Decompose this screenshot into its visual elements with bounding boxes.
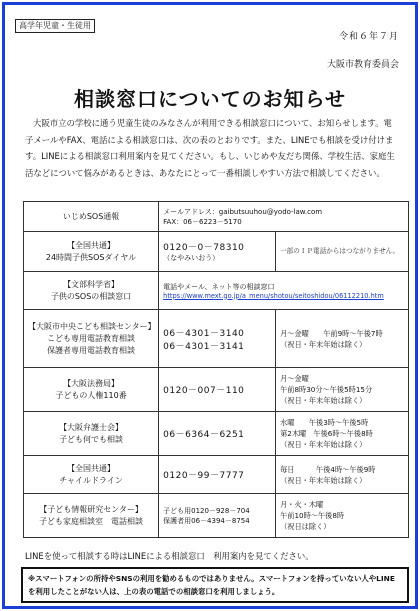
contact-line: 電話やメール、ネット等の相談窓口 <box>163 282 275 291</box>
service-hours <box>276 368 409 412</box>
contact-line: 0120－99－7777 <box>163 471 245 481</box>
hours-line: 水曜 午後3時～午後5時 <box>280 418 369 427</box>
contact-info <box>159 368 276 412</box>
service-name-line: 子ども家庭相談室 電話相談 <box>39 516 144 526</box>
service-name-line: いじめSOS通報 <box>62 211 120 221</box>
service-hours <box>276 232 409 272</box>
hours-line: 一部のＩＰ電話からはつながりません。 <box>280 247 400 255</box>
contact-line: メールアドレス：gaibutsuuhou@yodo-law.com <box>163 207 323 216</box>
contacts-table <box>23 201 409 538</box>
contact-info <box>159 494 276 538</box>
contact-line: 06－4301－3141 <box>163 341 245 352</box>
hours-line: 午前10時～午後8時 <box>280 511 345 520</box>
line-note: LINEを使って相談する時はLINEによる相談窓口 利用案内を見てください。 <box>25 551 314 561</box>
service-name-line: 【大阪法務局】 <box>63 378 120 388</box>
service-name <box>24 412 159 456</box>
service-name <box>24 368 159 412</box>
hours-line: （祝日・年末年始は除く） <box>280 339 367 349</box>
service-name-line: 子供のSOSの相談窓口 <box>50 291 132 301</box>
hours-line: （祝日・年末年始は除く） <box>280 475 367 485</box>
contact-info <box>159 456 276 494</box>
hours-line: 毎日 午後4時～午後9時 <box>280 464 376 474</box>
contact-info <box>159 310 276 368</box>
contact-line: 0120－007－110 <box>163 386 245 396</box>
contact-line: 子ども用0120－928－704 <box>163 506 250 515</box>
contact-info <box>159 412 276 456</box>
service-name-line: 子ども何でも相談 <box>59 434 124 444</box>
hours-line: 午前8時30分～午後5時15分 <box>280 385 373 394</box>
service-hours <box>276 494 409 538</box>
contact-info <box>159 202 409 232</box>
service-name-line: チャイルドライン <box>59 475 123 485</box>
service-name <box>24 494 159 538</box>
table-row <box>24 368 409 412</box>
service-name-line: 子どもの人権110番 <box>55 390 127 400</box>
service-name-line: 24時間子供SOSダイヤル <box>45 252 137 262</box>
hours-line: 月～金曜 午前9時～午後7時 <box>280 328 383 338</box>
contact-line: 06－4301－3140 <box>163 328 245 339</box>
hours-line: （祝日・年末年始は除く） <box>280 440 367 449</box>
hours-line: 月・火・木曜 <box>280 500 324 509</box>
page-title: 相談窓口についてのお知らせ <box>74 87 346 111</box>
table-row <box>24 232 409 272</box>
contact-line: 保護者用06－4394－8754 <box>163 516 250 525</box>
service-name-line: 【大阪市中央こども相談センター】 <box>28 321 156 331</box>
table-row <box>24 494 409 538</box>
table-row <box>24 272 409 310</box>
service-name-line: 【子ども情報研究センター】 <box>39 504 143 514</box>
table-row <box>24 310 409 368</box>
service-name-line: 【文部科学省】 <box>63 279 120 289</box>
service-name-line: 【全国共通】 <box>67 463 116 473</box>
notice-frame <box>2 2 418 609</box>
contact-line: （なやみいおう） <box>163 254 220 262</box>
service-name-line: 保護者専用電話教育相談 <box>47 345 136 355</box>
table-row <box>24 412 409 456</box>
audience-label: 高学年児童・生徒用 <box>15 19 95 33</box>
hours-line: 第2木曜 午後6時～午後8時 <box>280 429 373 438</box>
service-name <box>24 232 159 272</box>
footer-note: ※スマートフォンの所持やSNSの利用を勧めるものではありません。スマートフォンを持っていない人やLINEを利用したことがない人は、上の表の電話での相談窓口を利用しましょう。 <box>21 567 409 603</box>
service-hours <box>276 310 409 368</box>
contact-info <box>159 232 276 272</box>
service-name-line: 【全国共通】 <box>67 240 116 250</box>
service-name <box>24 456 159 494</box>
hours-line: 月～金曜 <box>280 374 309 383</box>
contact-line: FAX：06－6223－5170 <box>163 217 242 226</box>
contact-line: 06－6364－6251 <box>163 430 245 440</box>
service-hours <box>276 456 409 494</box>
intro-paragraph: 大阪市立の学校に通う児童生徒のみなさんが利用できる相談窓口について、お知らせします。電子メールやFAX、電話による相談窓口は、次の表のとおりです。また、LINEでも相談を受け付けます。LINEによる相談窓口利用案内を見てください。もし、いじめや友だち関係、学校生活、家庭生活などについて悩みがあるときは、あなたにとって一番相談しやすい方法で相談してください。 <box>25 118 395 178</box>
contact-line: 0120－0－78310 <box>163 243 245 253</box>
issuer: 大阪市教育委員会 <box>326 60 399 70</box>
hours-line: （祝日は除く） <box>280 522 331 531</box>
url-link[interactable]: https://www.mext.go.jp/a_menu/shotou/seitoshidou/06112210.htm <box>163 291 384 300</box>
service-name <box>24 202 159 232</box>
table-row <box>24 456 409 494</box>
table-row <box>24 202 409 232</box>
contact-info <box>159 272 409 310</box>
hours-line: （祝日・年末年始は除く） <box>280 396 367 405</box>
service-name-line: 【大阪弁護士会】 <box>59 422 124 432</box>
service-name <box>24 310 159 368</box>
issue-date: 令和６年７月 <box>338 32 399 42</box>
service-hours <box>276 412 409 456</box>
service-name <box>24 272 159 310</box>
service-name-line: こども専用電話教育相談 <box>47 333 136 343</box>
